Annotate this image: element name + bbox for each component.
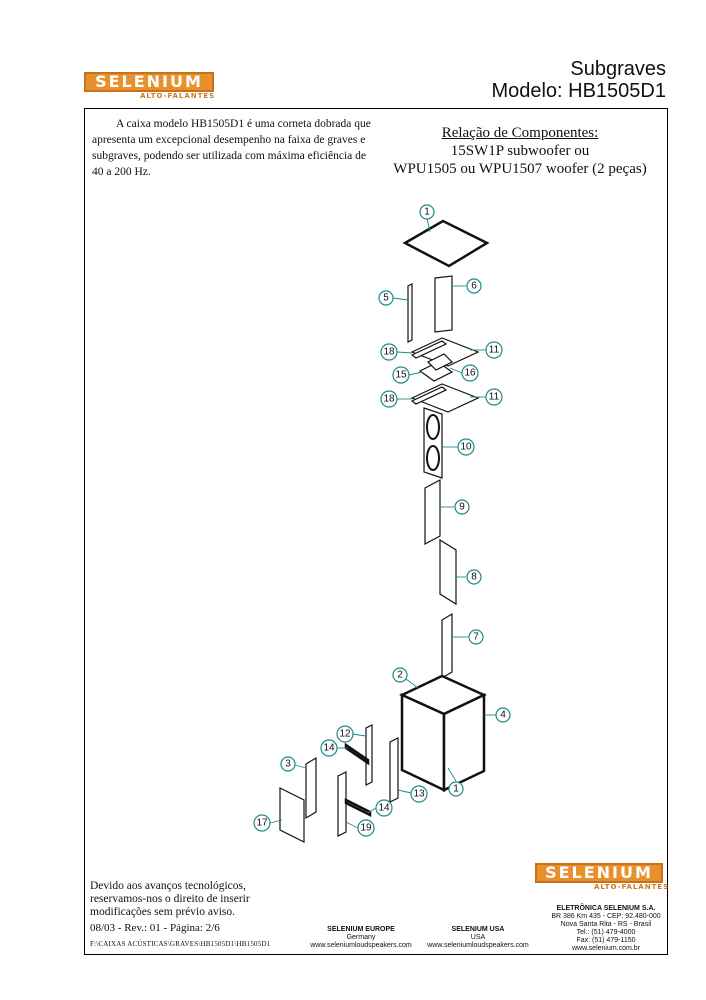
callout-number: 13 xyxy=(413,788,425,800)
company-fax: Fax: (51) 479-1150 xyxy=(576,937,636,944)
callout-number: 12 xyxy=(339,728,351,740)
callout-14-upper xyxy=(321,740,337,756)
part-15-16 xyxy=(420,354,452,381)
callout-number: 3 xyxy=(285,758,291,770)
brand-subtitle: ALTO-FALANTES xyxy=(140,92,216,100)
file-path: F:\CAIXAS ACÚSTICAS\GRAVES\HB1505D1\HB1505D1 xyxy=(90,940,271,948)
callout-number: 7 xyxy=(473,631,479,643)
callout-17 xyxy=(254,815,270,831)
callout-number: 5 xyxy=(383,292,389,304)
callout-number: 1 xyxy=(424,206,430,218)
part-3-panel xyxy=(306,758,316,818)
callout-4 xyxy=(496,708,510,722)
callout-19 xyxy=(358,820,374,836)
disclaimer-line: reservamos-nos o direito de inserir xyxy=(90,893,250,905)
europe-contact xyxy=(296,926,426,950)
part-9-panel xyxy=(425,480,440,544)
usa-url[interactable]: www.seleniumloudspeakers.com xyxy=(427,942,529,949)
callout-10 xyxy=(458,439,474,455)
disclaimer xyxy=(90,880,330,919)
intro-line: apresenta um excepcional desempenho na faixa de graves e xyxy=(92,134,366,146)
callout-number: 18 xyxy=(383,346,395,358)
part-8-panel xyxy=(440,540,456,604)
callout-1-top xyxy=(420,205,434,219)
company-name: ELETRÔNICA SELENIUM S.A. xyxy=(556,905,656,912)
page-title: Subgraves xyxy=(570,58,666,80)
component-item: WPU1505 ou WPU1507 woofer (2 peças) xyxy=(393,161,647,177)
callout-13 xyxy=(411,786,427,802)
callout-number: 8 xyxy=(471,571,477,583)
callout-8 xyxy=(467,570,481,584)
callout-number: 1 xyxy=(453,783,459,795)
callout-7 xyxy=(469,630,483,644)
callout-2 xyxy=(393,668,407,682)
callout-16 xyxy=(462,365,478,381)
part-17-panel xyxy=(280,788,304,842)
brand-subtitle-footer: ALTO-FALANTES xyxy=(594,883,670,891)
callout-number: 16 xyxy=(464,367,476,379)
callout-number: 6 xyxy=(471,280,477,292)
callout-9 xyxy=(455,500,469,514)
callout-number: 19 xyxy=(360,822,372,834)
part-18-11-lower xyxy=(412,384,478,412)
callout-18-lower xyxy=(381,391,397,407)
callout-number: 11 xyxy=(488,344,500,356)
callout-number: 17 xyxy=(256,817,268,829)
europe-url[interactable]: www.seleniumloudspeakers.com xyxy=(310,942,412,949)
callout-11-upper xyxy=(486,342,502,358)
callout-number: 4 xyxy=(500,709,506,721)
callout-15 xyxy=(393,367,409,383)
part-13-panel xyxy=(390,738,398,802)
revision-info: 08/03 - Rev.: 01 - Página: 2/6 xyxy=(90,922,220,934)
callout-12 xyxy=(337,726,353,742)
part-10-baffle xyxy=(424,408,442,478)
callout-1-bottom xyxy=(449,782,463,796)
brand-logo: SELENIUM xyxy=(84,72,214,92)
part-6-panel xyxy=(435,276,452,332)
callout-18-upper xyxy=(381,344,397,360)
company-address: BR 386 Km 435 - CEP: 92.480-000 xyxy=(551,913,661,920)
usa-country: USA xyxy=(470,934,486,941)
components-heading: Relação de Componentes: xyxy=(441,125,599,141)
europe-title: SELENIUM EUROPE xyxy=(327,926,395,933)
main-box xyxy=(402,676,484,790)
callout-number: 10 xyxy=(460,441,472,453)
disclaimer-line: modificações sem prévio aviso. xyxy=(90,906,235,918)
usa-title: SELENIUM USA xyxy=(451,926,505,933)
callout-number: 2 xyxy=(397,669,403,681)
brand-logo-footer: SELENIUM xyxy=(535,863,663,883)
company-tel: Tel.: (51) 479-4000 xyxy=(576,929,636,936)
callout-5 xyxy=(379,291,393,305)
intro-line: 40 a 200 Hz. xyxy=(92,166,151,178)
part-1-top-panel xyxy=(405,221,487,266)
callout-14-lower xyxy=(376,800,392,816)
model-title: Modelo: HB1505D1 xyxy=(491,80,666,102)
europe-country: Germany xyxy=(346,934,376,941)
callout-6 xyxy=(467,279,481,293)
part-5-rod xyxy=(408,284,412,342)
disclaimer-line: Devido aos avanços tecnológicos, xyxy=(90,880,246,892)
callout-number: 14 xyxy=(378,802,390,814)
intro-line: A caixa modelo HB1505D1 é uma corneta dobrada que xyxy=(116,118,371,130)
part-7-panel xyxy=(442,614,452,678)
company-contact xyxy=(544,905,668,953)
component-item: 15SW1P subwoofer ou xyxy=(450,143,590,159)
intro-line: subgraves, podendo ser utilizada com máxima eficiência de xyxy=(92,150,366,162)
callout-number: 15 xyxy=(395,369,407,381)
callout-number: 14 xyxy=(323,742,335,754)
callout-11-lower xyxy=(486,389,502,405)
company-city: Nova Santa Rita - RS - Brasil xyxy=(560,921,652,928)
usa-contact xyxy=(418,926,538,950)
callout-number: 11 xyxy=(488,391,500,403)
company-site[interactable]: www.selenium.com.br xyxy=(571,945,641,952)
callout-number: 18 xyxy=(383,393,395,405)
callout-number: 9 xyxy=(459,501,465,513)
callout-3 xyxy=(281,757,295,771)
